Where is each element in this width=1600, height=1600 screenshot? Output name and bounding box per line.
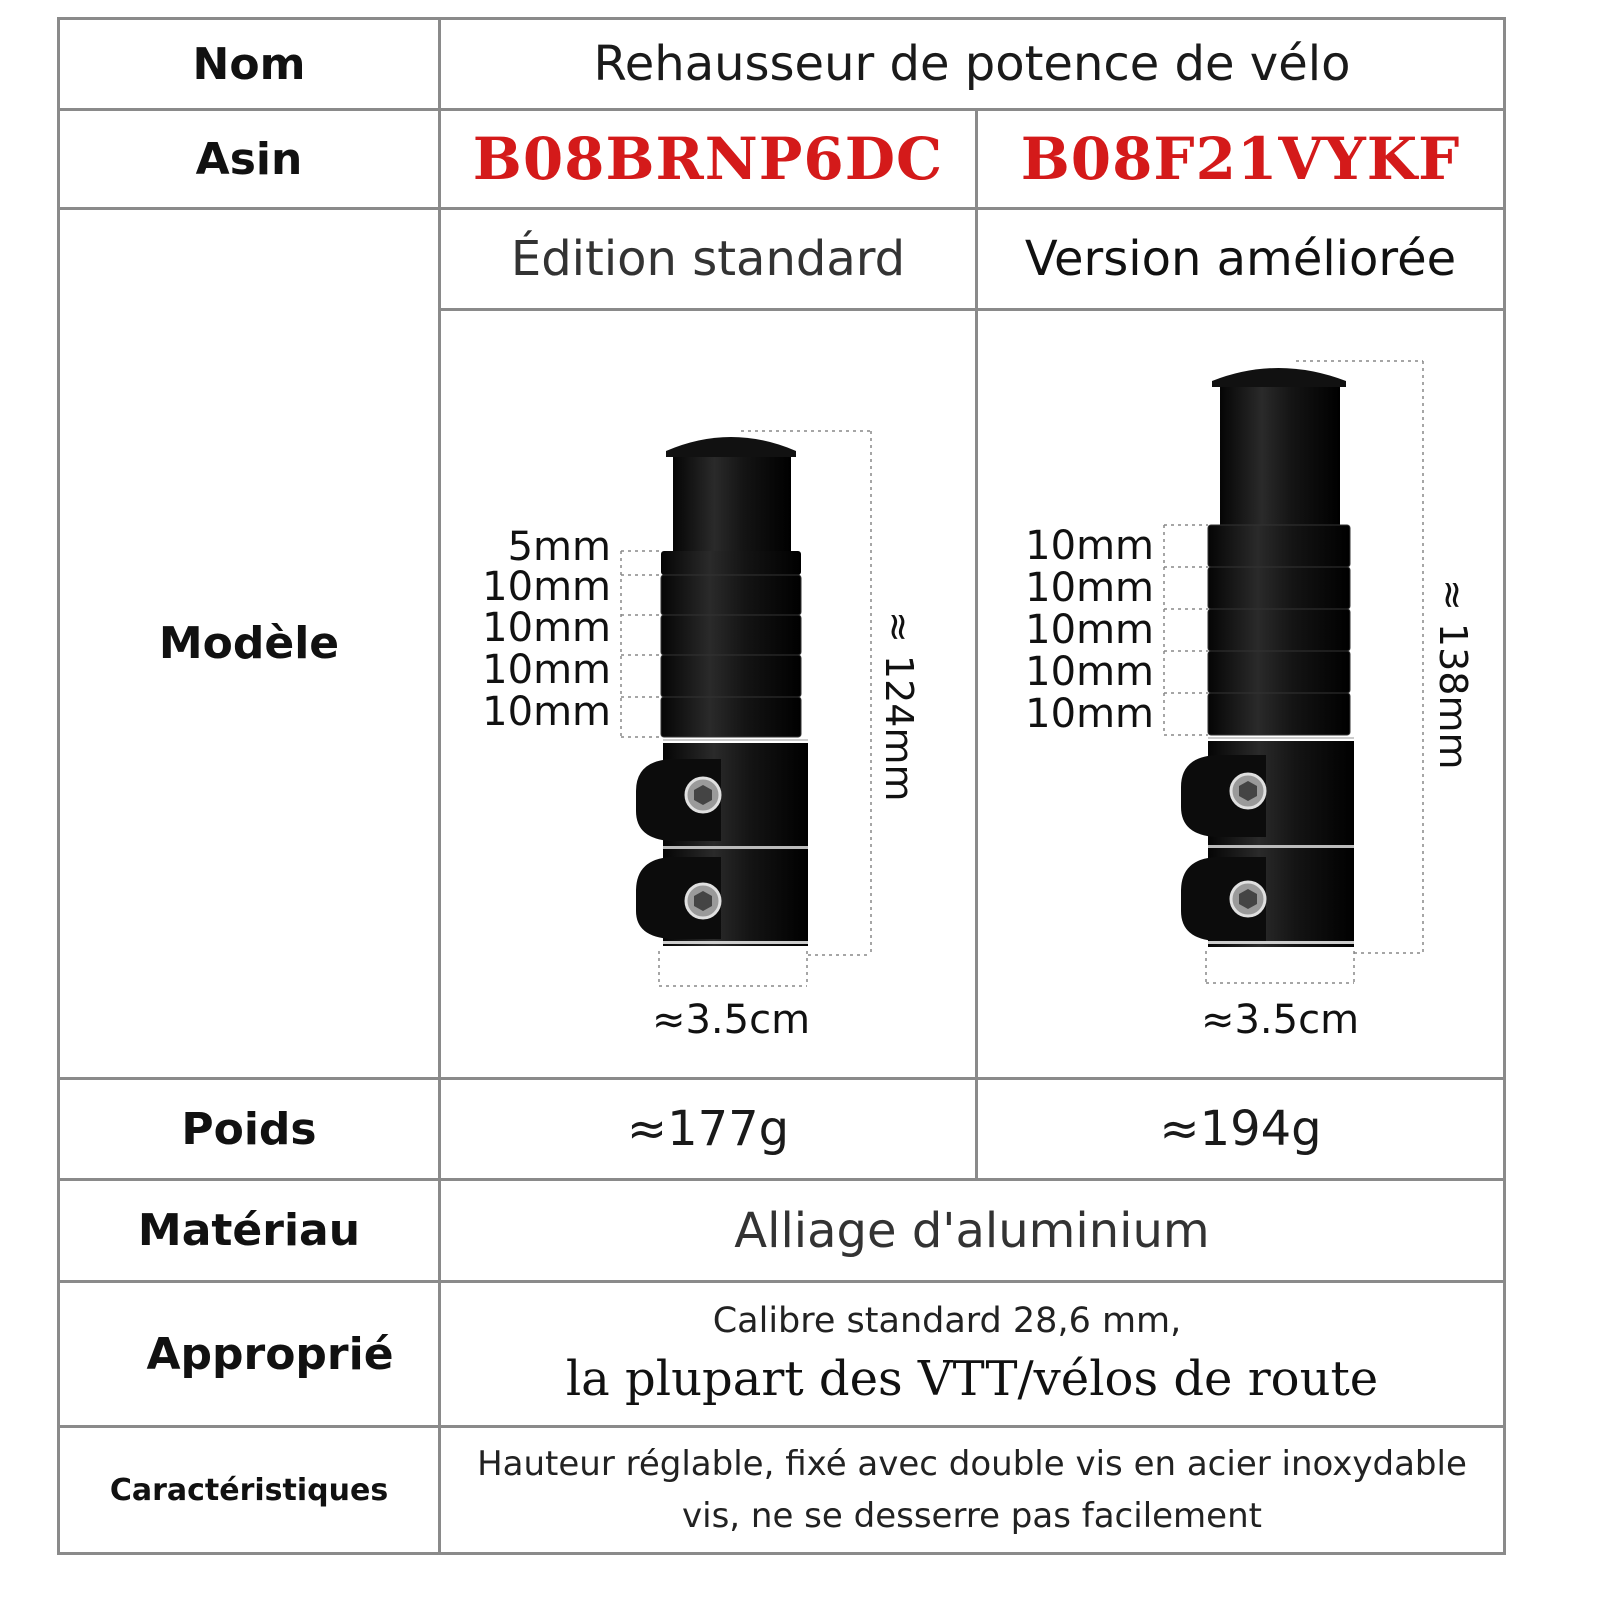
weight-standard: ≈177g: [626, 1101, 790, 1157]
spacer-label: 10mm: [1025, 607, 1154, 653]
upper-tube: [673, 457, 791, 557]
row-label-fit: Approprié: [146, 1328, 394, 1380]
spacer-label: 10mm: [482, 647, 611, 693]
width-label: ≈3.5cm: [1200, 997, 1360, 1043]
spacer-stack: [1208, 525, 1350, 735]
spacer-label: 5mm: [507, 524, 611, 570]
row-label-features: Caractéristiques: [109, 1472, 389, 1508]
material-value: Alliage d'aluminium: [734, 1202, 1210, 1259]
spacer-label: 10mm: [1025, 649, 1154, 695]
clamp-body: [636, 739, 808, 946]
spacer-label: 10mm: [482, 564, 611, 610]
features-value: [441, 1428, 1503, 1552]
fit-line-1: Calibre standard 28,6 mm,: [712, 1301, 1182, 1341]
fit-line-2: la plupart des VTT/vélos de route: [565, 1351, 1379, 1407]
spacer-label: 10mm: [1025, 691, 1154, 737]
width-label: ≈3.5cm: [651, 997, 811, 1043]
standard-stem-illustration: [441, 311, 975, 1077]
top-cap: [1212, 368, 1346, 387]
height-label: ≈ 138mm: [1431, 579, 1475, 770]
spacer-stack: [661, 551, 801, 737]
clamp-body: [1181, 737, 1354, 947]
row-label-name: Nom: [192, 38, 306, 90]
row-label-material: Matériau: [137, 1205, 361, 1256]
weight-improved: ≈194g: [1159, 1101, 1322, 1157]
spacer-label: 10mm: [482, 689, 611, 735]
row-label-model: Modèle: [158, 618, 340, 669]
version-improved: Version améliorée: [1024, 231, 1457, 287]
spacer-label: 10mm: [1025, 523, 1154, 569]
asin-improved: B08F21VYKF: [1020, 125, 1461, 193]
version-standard: Édition standard: [510, 231, 906, 287]
height-label: ≈ 124mm: [877, 611, 921, 802]
spacer-label: 10mm: [1025, 565, 1154, 611]
spacer-label: 10mm: [482, 605, 611, 651]
row-label-weight: Poids: [181, 1103, 317, 1155]
top-cap: [666, 437, 796, 457]
product-name: Rehausseur de potence de vélo: [593, 36, 1351, 92]
features-line-1: Hauteur réglable, fixé avec double vis en acier inoxydable: [477, 1444, 1467, 1484]
fit-value: [441, 1283, 1503, 1425]
features-line-2: vis, ne se desserre pas facilement: [682, 1496, 1262, 1536]
upper-tube: [1220, 387, 1340, 533]
improved-stem-illustration: [978, 311, 1503, 1077]
row-label-asin: Asin: [195, 133, 303, 185]
asin-standard: B08BRNP6DC: [472, 125, 944, 193]
